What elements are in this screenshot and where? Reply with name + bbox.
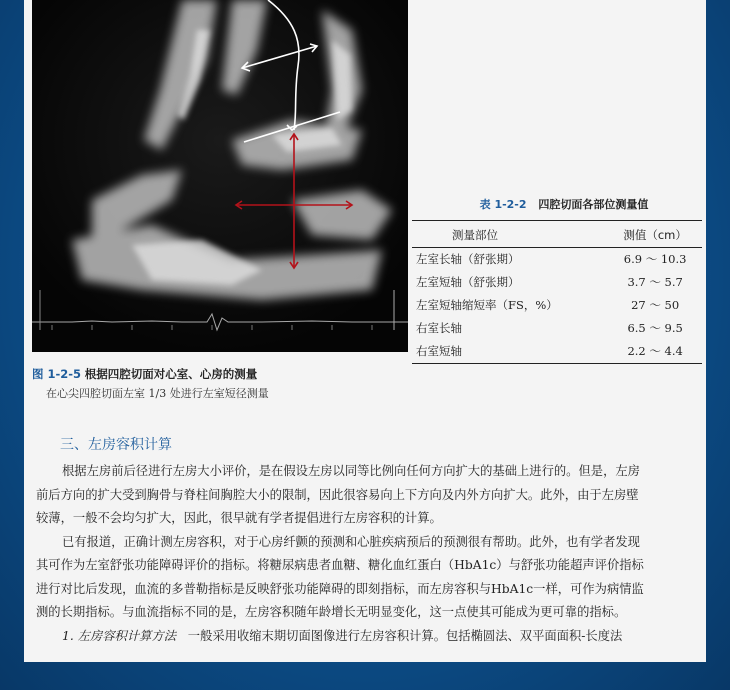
cell-value: 2.2 ～ 4.4	[608, 340, 702, 364]
paragraph-line: 测的长期指标。与血流指标不同的是，左房容积随年龄增长无明显变化，这一点使其可能成为更可靠的指标。	[36, 605, 627, 619]
paragraph-line: 根据左房前后径进行左房大小评价，是在假设左房以同等比例向任何方向扩大的基础上进行的。但是，左房	[62, 464, 640, 478]
paragraph-line: 进行对比后发现，血流的多普勒指标是反映舒张功能障碍的即刻指标，而左房容积与HbA1c一样，可作为病情监	[36, 581, 644, 596]
paragraph-line: 较薄，一般不会均匀扩大，因此，很早就有学者提倡进行左房容积的计算。	[36, 511, 442, 525]
table-number: 表 1-2-2	[479, 198, 527, 211]
body-text	[36, 460, 706, 648]
paragraph-text: 一般采用收缩末期切面图像进行左房容积计算。包括椭圆法、双平面面积-长度法	[187, 628, 623, 643]
four-chamber-ultrasound	[32, 0, 408, 352]
measurement-table	[412, 220, 702, 364]
table-row	[412, 248, 702, 272]
paragraph-line	[36, 625, 706, 649]
paragraph-line: 前后方向的扩大受到胸骨与脊柱间胸腔大小的限制，因此很容易向上下方向及内外方向扩大。此外，由于左房壁	[36, 487, 639, 502]
cell-value: 6.9 ～ 10.3	[623, 252, 687, 266]
table-row	[412, 294, 702, 317]
paragraph-line: 已有报道，正确计测左房容积，对于心房纤颤的预测和心脏疾病预后的预测很有帮助。此外，也有学者发现	[62, 534, 640, 549]
cell-value: 6.5 ～ 9.5	[627, 321, 683, 335]
table-caption	[422, 196, 706, 212]
echocardiogram-image	[32, 0, 408, 352]
table-row	[412, 317, 702, 340]
cell-value: 3.7 ～ 5.7	[627, 275, 683, 289]
figure-caption	[32, 366, 402, 400]
section-heading: 三、左房容积计算	[60, 437, 172, 453]
cell-site: 左室短轴（舒张期）	[416, 275, 520, 289]
table-row	[412, 271, 702, 294]
cell-site: 右室短轴	[412, 340, 608, 364]
paragraph-line: 其可作为左室舒张功能障碍评价的指标。将糖尿病患者血糖、糖化血红蛋白（HbA1c）与舒张功能超声评价指标	[36, 558, 644, 572]
cell-value: 27 ～ 50	[631, 298, 680, 312]
table-header-row	[412, 221, 702, 248]
header-site: 测量部位	[412, 221, 608, 248]
header-value: 测值（cm）	[608, 221, 702, 248]
book-page	[24, 0, 706, 662]
figure-number: 图 1-2-5	[32, 367, 82, 381]
cell-site: 左室短轴缩短率（FS，%）	[416, 298, 558, 312]
measurement-table-block	[408, 196, 706, 364]
figure-subtitle: 在心尖四腔切面左室 1/3 处进行左室短径测量	[46, 387, 269, 400]
table-row	[412, 340, 702, 364]
table-title: 四腔切面各部位测量值	[538, 198, 649, 211]
cell-site: 左室长轴（舒张期）	[416, 252, 520, 266]
subsection-heading: 1. 左房容积计算方法	[62, 628, 177, 643]
cell-site: 右室长轴	[416, 321, 462, 335]
figure-title: 根据四腔切面对心室、心房的测量	[84, 367, 258, 381]
